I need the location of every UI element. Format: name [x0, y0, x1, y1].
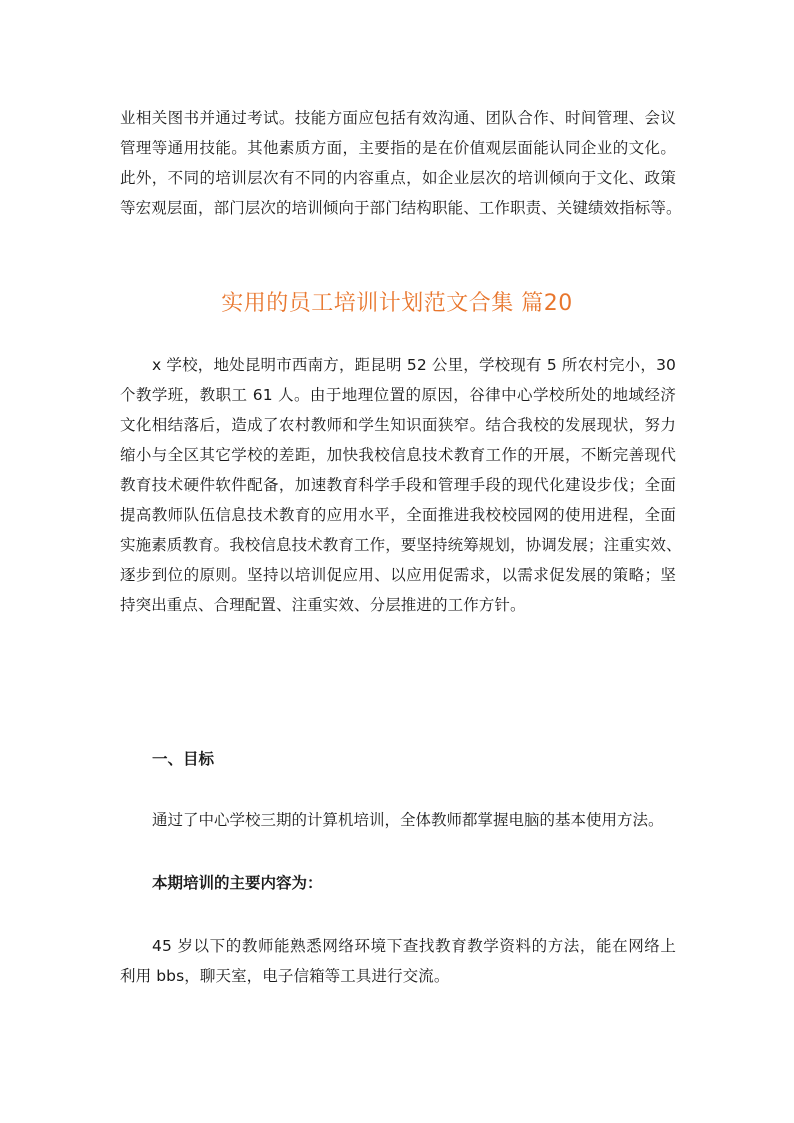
continued-paragraph: [120, 103, 682, 223]
content-paragraph: [120, 931, 676, 991]
paragraph-line: 提高教师队伍信息技术教育的应用水平，全面推进我校校园网的使用进程，全面: [120, 506, 676, 524]
paragraph-line: 逐步到位的原则。坚持以培训促应用、以应用促需求，以需求促发展的策略；坚: [120, 566, 676, 584]
paragraph-line: x 学校，地处昆明市西南方，距昆明 52 公里，学校现有 5 所农村完小，30: [152, 356, 676, 374]
heading-training-content: 本期培训的主要内容为：: [152, 874, 323, 892]
paragraph-line: 实施素质教育。我校信息技术教育工作，要坚持统筹规划，协调发展；注重实效、: [120, 536, 682, 554]
section-title: 实用的员工培训计划范文合集 篇20: [221, 291, 573, 316]
paragraph-line: 文化相结落后，造成了农村教师和学生知识面狭窄。结合我校的发展现状，努力: [120, 416, 676, 434]
paragraph-line: 持突出重点、合理配置、注重实效、分层推进的工作方针。: [120, 596, 526, 614]
paragraph-line: 缩小与全区其它学校的差距，加快我校信息技术教育工作的开展，不断完善现代: [120, 446, 676, 464]
paragraph-line: 教育技术硬件软件配备，加速教育科学手段和管理手段的现代化建设步伐；全面: [120, 476, 676, 494]
paragraph-line: 此外，不同的培训层次有不同的内容重点，如企业层次的培训倾向于文化、政策: [120, 169, 676, 187]
goal-paragraph: 通过了中心学校三期的计算机培训，全体教师都掌握电脑的基本使用方法。: [152, 811, 664, 829]
paragraph-line: 45 岁以下的教师能熟悉网络环境下查找教育教学资料的方法，能在网络上: [152, 937, 676, 955]
paragraph-line: 管理等通用技能。其他素质方面，主要指的是在价值观层面能认同企业的文化。: [120, 139, 676, 157]
paragraph-line: 利用 bbs，聊天室，电子信箱等工具进行交流。: [120, 967, 450, 985]
intro-paragraph: [120, 350, 682, 620]
paragraph-line: 业相关图书并通过考试。技能方面应包括有效沟通、团队合作、时间管理、会议: [120, 109, 676, 127]
paragraph-line: 等宏观层面，部门层次的培训倾向于部门结构职能、工作职责、关键绩效指标等。: [120, 199, 682, 217]
heading-goal: 一、目标: [152, 750, 215, 768]
paragraph-line: 个教学班，教职工 61 人。由于地理位置的原因，谷律中心学校所处的地域经济: [120, 386, 676, 404]
